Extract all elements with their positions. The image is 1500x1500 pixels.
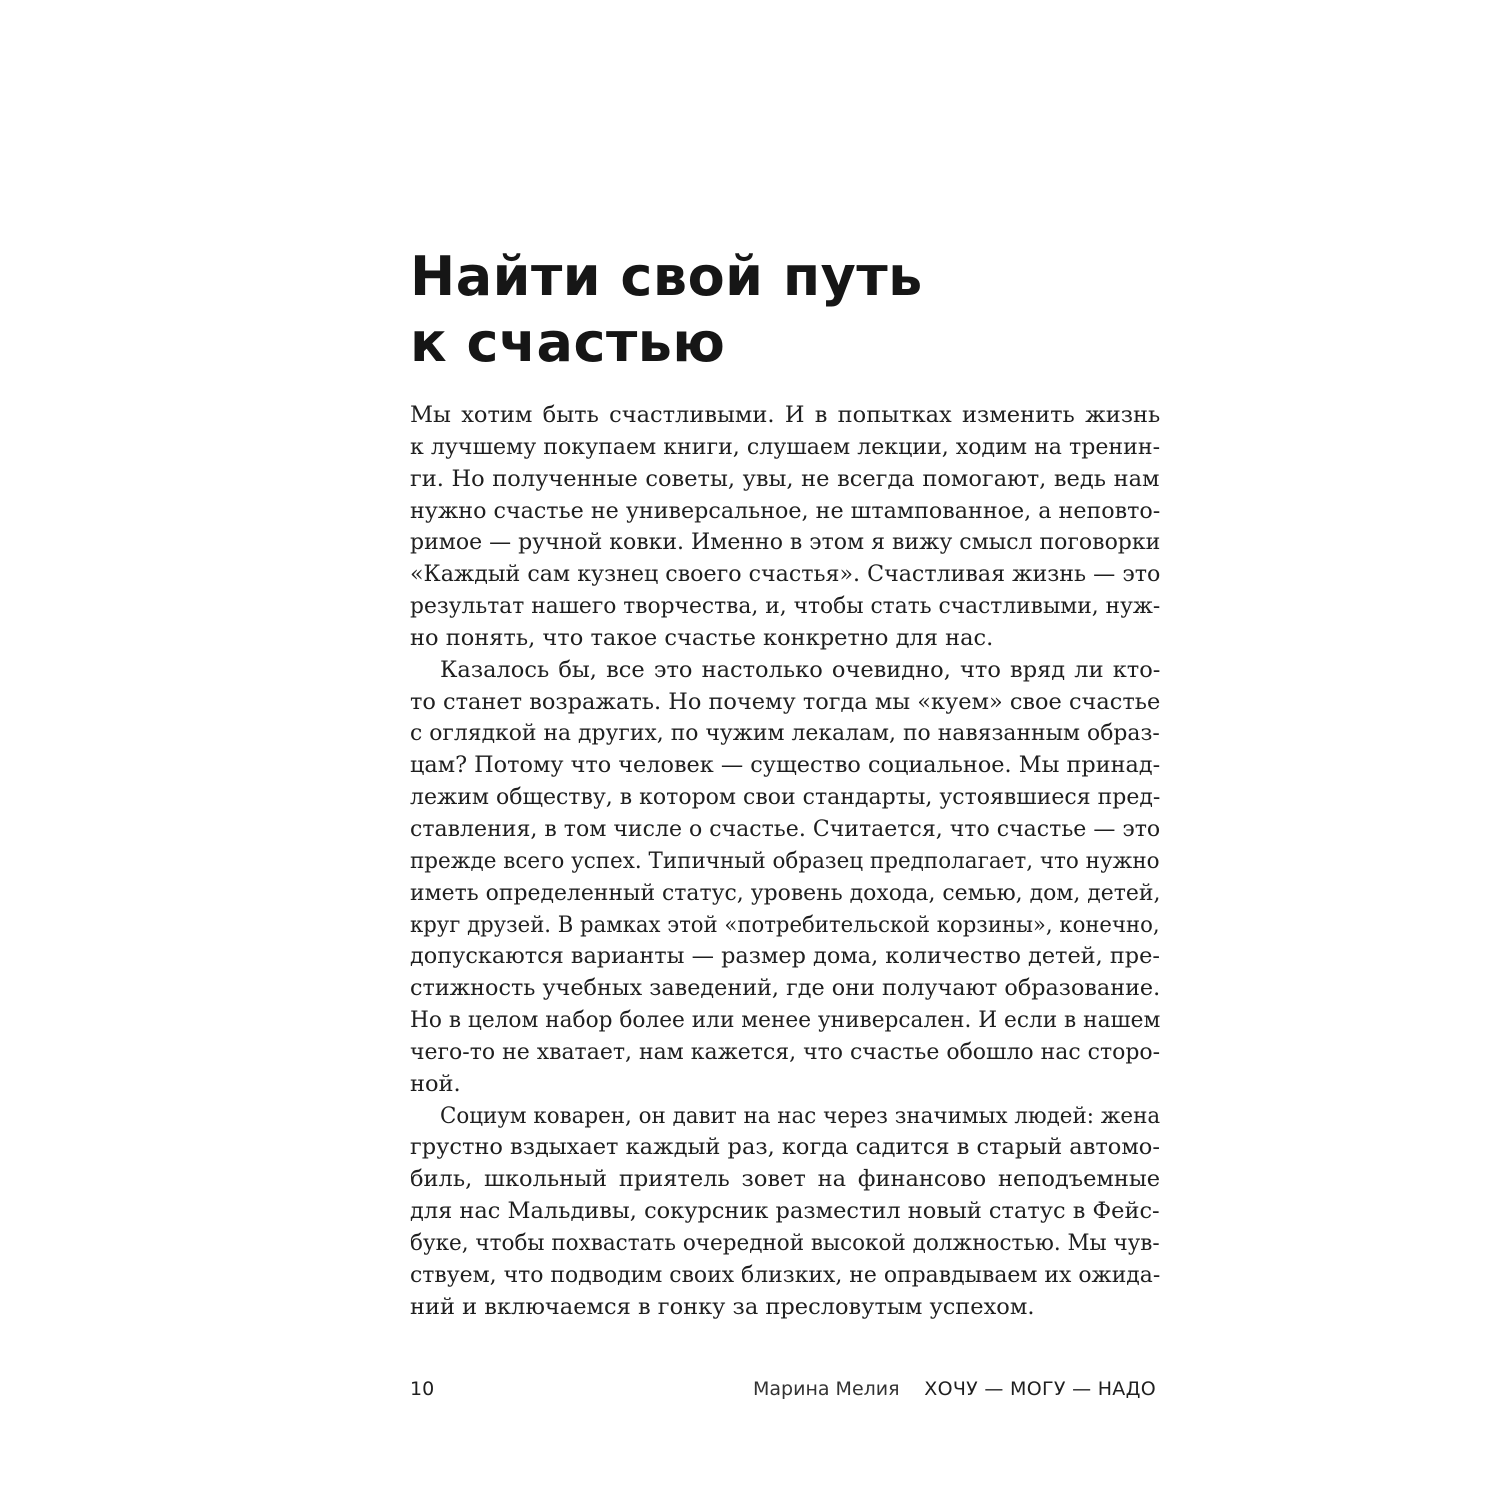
text-line: Социум коварен, он давит на нас через значимых людей: жена (440, 1102, 1161, 1129)
paragraph-3 (410, 1101, 1160, 1324)
chapter-title-line-2: к счастью (410, 311, 726, 374)
text-line: к лучшему покупаем книги, слушаем лекции, ходим на тренин- (410, 433, 1161, 460)
chapter-title (410, 244, 923, 376)
text-line: то станет возражать. Но почему тогда мы «куем» свое счастье (410, 688, 1161, 715)
text-line: иметь определенный статус, уровень дохода, семью, дом, детей, (410, 879, 1161, 906)
chapter-title-line-1: Найти свой путь (410, 245, 923, 308)
text-line: ги. Но полученные советы, увы, не всегда помогают, ведь нам (410, 465, 1160, 492)
text-line: круг друзей. В рамках этой «потребительской корзины», конечно, (410, 911, 1160, 938)
text-line: ставления, в том числе о счастье. Считается, что счастье — это (410, 815, 1161, 842)
body-text (410, 400, 1160, 1323)
text-line: Но в целом набор более или менее универсален. И если в нашем (410, 1007, 1161, 1034)
text-line: ний и включаемся в гонку за пресловутым успехом. (410, 1293, 1035, 1320)
text-line: допускаются варианты — размер дома, количество детей, пре- (410, 943, 1160, 970)
text-line: Казалось бы, все это настолько очевидно, что вряд ли кто- (440, 656, 1161, 683)
text-line: буке, чтобы похвастать очередной высокой должностью. Мы чув- (410, 1229, 1160, 1256)
text-line: но понять, что такое счастье конкретно для нас. (410, 624, 994, 651)
text-line: Мы хотим быть счастливыми. И в попытках изменить жизнь (410, 402, 1161, 428)
author-name: Марина Мелия (753, 1378, 900, 1400)
text-line: прежде всего успех. Типичный образец предполагает, что нужно (410, 847, 1160, 874)
paragraph-1 (410, 400, 1160, 655)
text-line: грустно вздыхает каждый раз, когда садится в старый автомо- (410, 1134, 1160, 1161)
page-footer (410, 1376, 1156, 1402)
text-line: чего-то не хватает, нам кажется, что счастье обошло нас сторо- (410, 1038, 1161, 1065)
text-line: римое — ручной ковки. Именно в этом я вижу смысл поговорки (410, 529, 1161, 556)
paragraph-2 (410, 655, 1160, 1101)
text-line: стижность учебных заведений, где они получают образование. (410, 975, 1161, 1002)
text-line: ствуем, что подводим своих близких, не оправдываем их ожида- (410, 1261, 1161, 1288)
book-title: ХОЧУ — МОГУ — НАДО (924, 1378, 1156, 1400)
page-number: 10 (410, 1378, 435, 1400)
text-line: для нас Мальдивы, сокурсник разместил новый статус в Фейс- (410, 1198, 1160, 1225)
text-line: цам? Потому что человек — существо социальное. Мы принад- (410, 752, 1161, 779)
text-line: нужно счастье не универсальное, не штампованное, а неповто- (410, 497, 1161, 524)
text-line: с оглядкой на других, по чужим лекалам, по навязанным образ- (410, 720, 1160, 747)
text-line: ной. (410, 1070, 461, 1097)
text-line: «Каждый сам кузнец своего счастья». Счастливая жизнь — это (410, 561, 1161, 588)
text-line: результат нашего творчества, и, чтобы стать счастливыми, нуж- (410, 593, 1161, 620)
text-line: биль, школьный приятель зовет на финансово неподъемные (410, 1166, 1161, 1193)
text-line: лежим обществу, в котором свои стандарты, устоявшиеся пред- (410, 784, 1161, 811)
